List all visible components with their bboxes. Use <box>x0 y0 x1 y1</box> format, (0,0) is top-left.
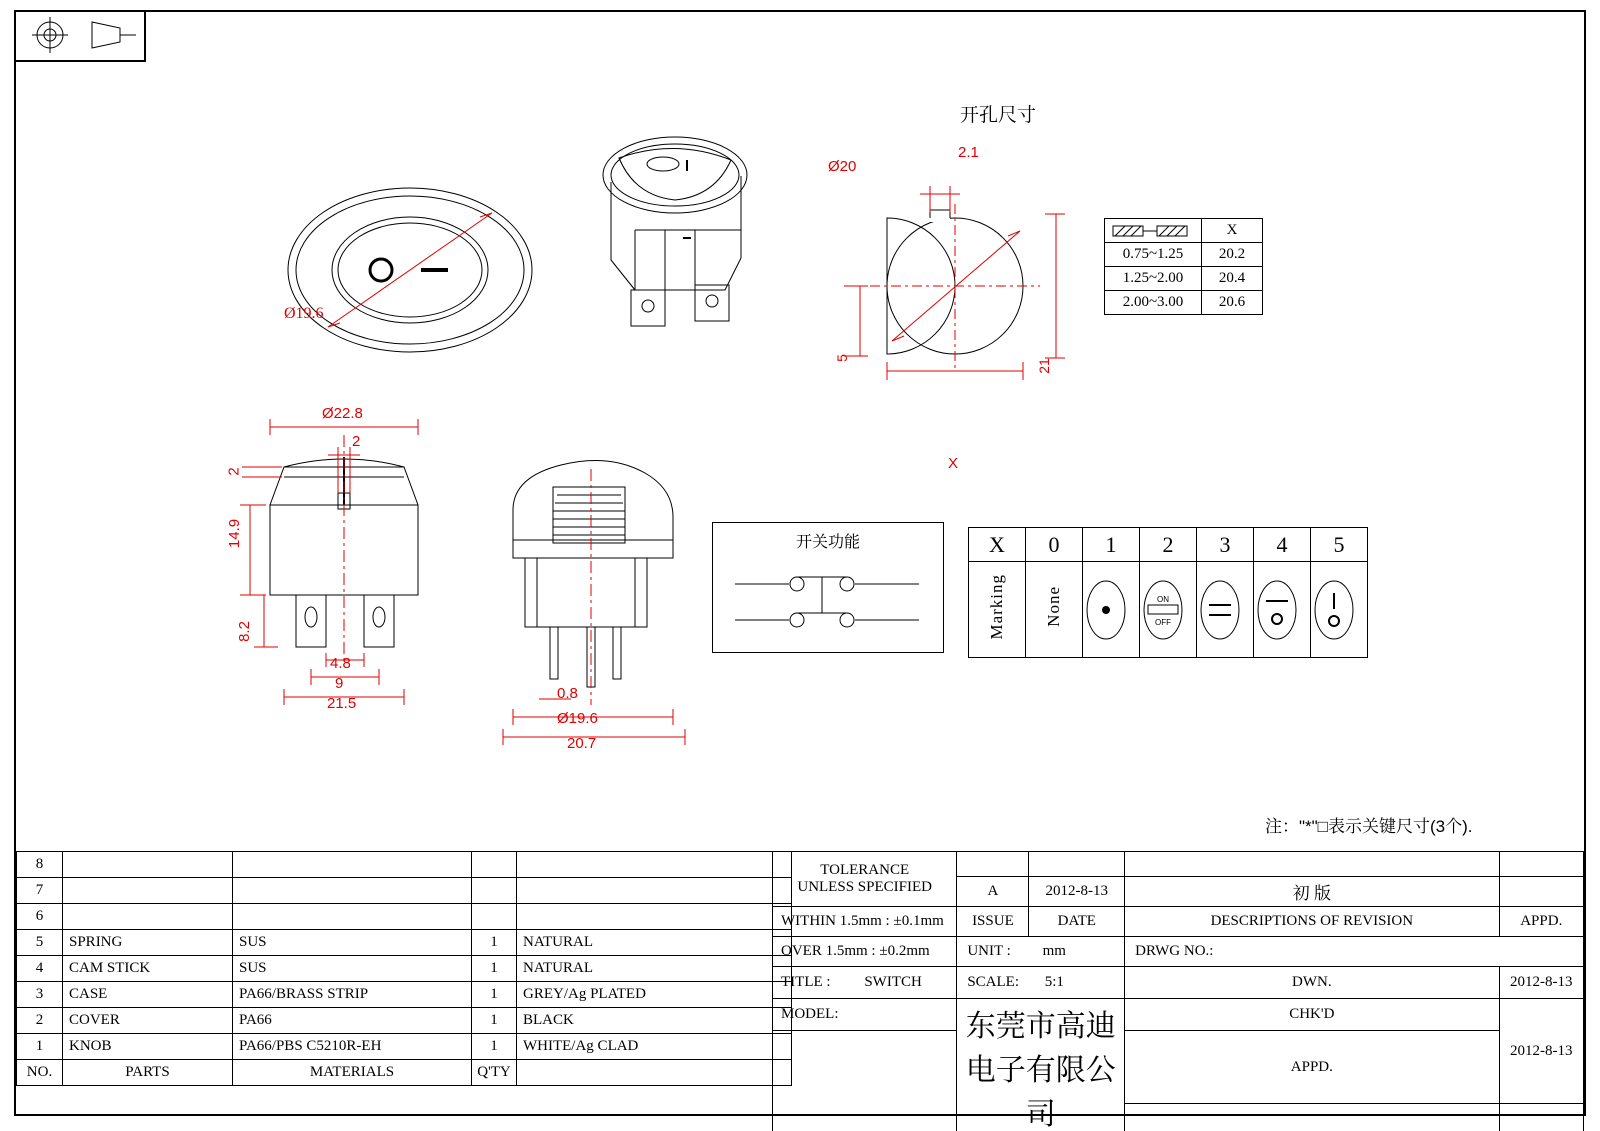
scale-value: 5:1 <box>1044 974 1064 990</box>
front-diameter-label: Ø19.6 <box>284 305 324 322</box>
parts-list-table <box>16 851 792 1086</box>
part-name-8 <box>63 852 233 878</box>
part-material-3: PA66/BRASS STRIP <box>233 982 472 1008</box>
table-row <box>773 937 1584 967</box>
side-48-label: 4.8 <box>330 655 351 672</box>
marking-bar-dot-icon <box>1254 562 1311 658</box>
part-finish-6 <box>517 904 792 930</box>
panel-cutout-view <box>820 100 1080 472</box>
part-material-8 <box>233 852 472 878</box>
marking-table <box>968 527 1368 658</box>
part-no-8: 8 <box>17 852 63 878</box>
part-material-1: PA66/PBS C5210R-EH <box>233 1034 472 1060</box>
issue-label: ISSUE <box>957 907 1029 937</box>
front-view <box>280 175 540 365</box>
rev-blank-4 <box>1499 852 1583 877</box>
part-name-5: SPRING <box>63 930 233 956</box>
scale-label: SCALE: <box>967 974 1020 990</box>
part-qty-8 <box>472 852 517 878</box>
side-215-label: 21.5 <box>327 695 357 712</box>
marking-col-1: 1 <box>1083 528 1140 562</box>
terminal-view <box>495 455 705 755</box>
table-row <box>17 1034 792 1060</box>
part-qty-7 <box>472 878 517 904</box>
svg-text:OFF: OFF <box>1155 617 1171 627</box>
date-label: DATE <box>1029 907 1125 937</box>
table-row <box>17 1060 792 1086</box>
svg-text:ON: ON <box>1157 594 1169 604</box>
side-body-height-label: 14.9 <box>226 518 244 549</box>
part-qty-4: 1 <box>472 956 517 982</box>
part-material-5: SUS <box>233 930 472 956</box>
revision-label: DESCRIPTIONS OF REVISION <box>1125 907 1499 937</box>
rev-appd-blank <box>1499 877 1583 907</box>
table-row <box>969 528 1368 562</box>
part-finish-2: BLACK <box>517 1008 792 1034</box>
part-finish-8 <box>517 852 792 878</box>
revision-appd-label: APPD. <box>1499 907 1583 937</box>
table-row <box>1105 291 1263 315</box>
part-qty-1: 1 <box>472 1034 517 1060</box>
parts-header-no: NO. <box>17 1060 63 1086</box>
side-rim-label: 2 <box>225 467 243 476</box>
part-finish-7 <box>517 878 792 904</box>
table-row <box>17 956 792 982</box>
bottom-dia-label: Ø19.6 <box>557 710 598 727</box>
part-qty-6 <box>472 904 517 930</box>
appd-label: APPD. <box>1125 1031 1499 1104</box>
part-material-4: SUS <box>233 956 472 982</box>
revision-value: 初 版 <box>1125 877 1499 907</box>
part-material-6 <box>233 904 472 930</box>
chkd-date: 2012-8-13 <box>1499 999 1583 1104</box>
part-material-7 <box>233 878 472 904</box>
table-row <box>969 562 1368 658</box>
table-row <box>1105 267 1263 291</box>
thickness-x-table <box>1104 218 1263 315</box>
marking-bar-icon <box>1197 562 1254 658</box>
tolerance-cell <box>773 852 957 907</box>
side-slot-width-label: 2 <box>352 433 361 450</box>
drwg-no-cell: DRWG NO.: <box>1125 937 1584 967</box>
unit-value: mm <box>1042 943 1066 959</box>
scale-cell <box>957 967 1125 999</box>
table-row <box>773 907 1584 937</box>
part-no-1: 1 <box>17 1034 63 1060</box>
bottom-width-label: 20.7 <box>567 735 597 752</box>
marking-col-0: 0 <box>1026 528 1083 562</box>
part-name-3: CASE <box>63 982 233 1008</box>
part-no-4: 4 <box>17 956 63 982</box>
dwn-label: DWN. <box>1125 967 1499 999</box>
tol-range-1: 0.75~1.25 <box>1105 243 1202 267</box>
side-outer-dia-label: Ø22.8 <box>322 405 363 422</box>
part-name-2: COVER <box>63 1008 233 1034</box>
hole-height-label: 21 <box>1035 358 1052 374</box>
part-finish-1: WHITE/Ag CLAD <box>517 1034 792 1060</box>
part-no-6: 6 <box>17 904 63 930</box>
rev-blank-2 <box>1029 852 1125 877</box>
part-no-7: 7 <box>17 878 63 904</box>
unit-label: UNIT : <box>967 943 1011 959</box>
model-blank <box>773 1031 957 1131</box>
switch-circuit-diagram <box>713 552 943 647</box>
parts-header-finish <box>517 1060 792 1086</box>
part-material-2: PA66 <box>233 1008 472 1034</box>
projection-symbol-box <box>16 12 146 62</box>
table-row <box>773 967 1584 999</box>
unit-cell <box>957 937 1125 967</box>
hole-size-title: 开孔尺寸 <box>960 105 1037 126</box>
marking-none: None <box>1026 562 1083 658</box>
part-qty-2: 1 <box>472 1008 517 1034</box>
part-name-6 <box>63 904 233 930</box>
table-row <box>17 930 792 956</box>
marking-on-off-icon <box>1140 562 1197 658</box>
part-no-5: 5 <box>17 930 63 956</box>
marking-col-4: 4 <box>1254 528 1311 562</box>
table-row <box>17 878 792 904</box>
part-qty-3: 1 <box>472 982 517 1008</box>
title-cell <box>773 967 957 999</box>
table-row <box>1105 243 1263 267</box>
part-no-3: 3 <box>17 982 63 1008</box>
model-label: MODEL: <box>781 1006 839 1022</box>
tol-header-x: X <box>1202 219 1263 243</box>
part-name-4: CAM STICK <box>63 956 233 982</box>
table-row <box>17 904 792 930</box>
hole-diameter-label: Ø20 <box>828 158 857 175</box>
key-dimension-note: 注："*"□表示关键尺寸(3个). <box>1265 817 1473 836</box>
hole-flat-width-label: 2.1 <box>958 144 979 161</box>
side-view <box>222 405 472 760</box>
parts-header-materials: MATERIALS <box>233 1060 472 1086</box>
tolerance-within: WITHIN 1.5mm : ±0.1mm <box>773 907 957 937</box>
marking-col-2: 2 <box>1140 528 1197 562</box>
panel-thickness-icon <box>1105 222 1195 240</box>
table-row <box>1105 219 1263 243</box>
appd-blank-1 <box>1125 1104 1499 1131</box>
table-row <box>17 1008 792 1034</box>
projection-symbol-icon <box>16 12 142 58</box>
part-name-7 <box>63 878 233 904</box>
tolerance-over: OVER 1.5mm : ±0.2mm <box>773 937 957 967</box>
tol-range-3: 2.00~3.00 <box>1105 291 1202 315</box>
tol-x-3: 20.6 <box>1202 291 1263 315</box>
marking-line-dot-icon <box>1311 562 1368 658</box>
part-no-2: 2 <box>17 1008 63 1034</box>
table-row <box>773 852 1584 877</box>
rev-blank-3 <box>1125 852 1499 877</box>
table-row <box>17 852 792 878</box>
hole-x-label: X <box>948 455 959 472</box>
part-finish-3: GREY/Ag PLATED <box>517 982 792 1008</box>
tol-header-thickness <box>1105 219 1202 243</box>
tol-x-2: 20.4 <box>1202 267 1263 291</box>
side-9-label: 9 <box>335 675 344 692</box>
model-cell <box>773 999 957 1031</box>
drawing-title-block <box>772 851 1584 1131</box>
title-block-area <box>16 851 1584 1131</box>
tolerance-label: TOLERANCE <box>820 862 910 878</box>
rev-blank-1 <box>957 852 1029 877</box>
marking-col-3: 3 <box>1197 528 1254 562</box>
hole-flat-offset-label: 5 <box>833 354 850 362</box>
part-name-1: KNOB <box>63 1034 233 1060</box>
part-finish-4: NATURAL <box>517 956 792 982</box>
issue-value: A <box>957 877 1029 907</box>
switch-function-box <box>712 522 944 653</box>
table-row <box>17 982 792 1008</box>
marking-col-5: 5 <box>1311 528 1368 562</box>
parts-header-parts: PARTS <box>63 1060 233 1086</box>
appd-blank-2 <box>1499 1104 1583 1131</box>
title-value: SWITCH <box>864 974 922 990</box>
company-name: 东莞市高迪电子有限公司 <box>957 999 1125 1131</box>
switch-function-title: 开关功能 <box>795 534 860 551</box>
side-terminal-height-label: 8.2 <box>235 621 253 642</box>
part-qty-5: 1 <box>472 930 517 956</box>
tol-range-2: 1.25~2.00 <box>1105 267 1202 291</box>
marking-row-label: Marking <box>969 562 1026 658</box>
chkd-label: CHK'D <box>1125 999 1499 1031</box>
dwn-date: 2012-8-13 <box>1499 967 1583 999</box>
table-row <box>773 999 1584 1031</box>
marking-dot-icon <box>1083 562 1140 658</box>
marking-x-header: X <box>969 528 1026 562</box>
part-finish-5: NATURAL <box>517 930 792 956</box>
isometric-view <box>595 130 780 350</box>
tolerance-sub-label: UNLESS SPECIFIED <box>797 879 932 895</box>
title-label: TITLE : <box>781 974 831 990</box>
tol-x-1: 20.2 <box>1202 243 1263 267</box>
parts-header-qty: Q'TY <box>472 1060 517 1086</box>
date-value: 2012-8-13 <box>1029 877 1125 907</box>
table-row <box>773 1031 1584 1104</box>
pin-thickness-label: 0.8 <box>557 685 578 702</box>
